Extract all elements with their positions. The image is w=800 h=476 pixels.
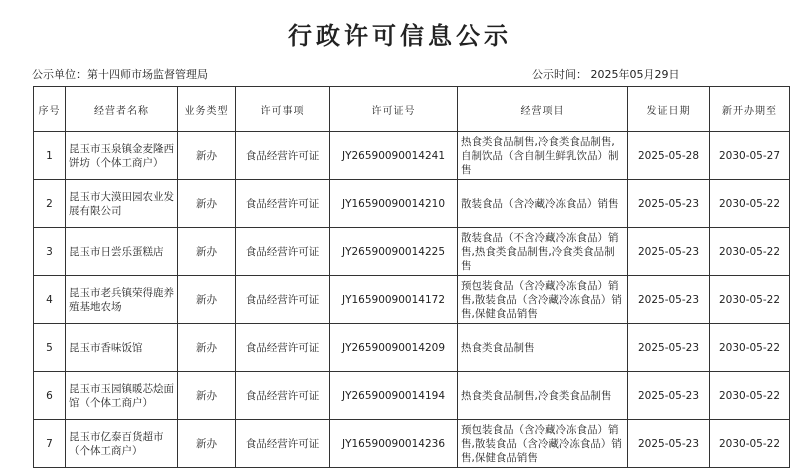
table-row	[34, 228, 790, 276]
cell-item: 食品经营许可证	[236, 420, 330, 468]
cell-scope: 热食类食品制售,冷食类食品制售	[458, 372, 628, 420]
cell-item: 食品经营许可证	[236, 180, 330, 228]
cell-name: 昆玉市玉园镇暖芯烩面馆（个体工商户）	[66, 372, 178, 420]
cell-scope: 预包装食品（含冷藏冷冻食品）销售,散装食品（含冷藏冷冻食品）销售,保健食品销售	[458, 276, 628, 324]
cell-no: 5	[34, 324, 66, 372]
cell-item: 食品经营许可证	[236, 372, 330, 420]
col-header-scope: 经营项目	[458, 87, 628, 132]
page-title: 行政许可信息公示	[288, 21, 512, 50]
cell-no: 6	[34, 372, 66, 420]
publish-time: 公示时间： 2025年05月29日	[532, 68, 680, 81]
cell-item: 食品经营许可证	[236, 276, 330, 324]
cell-issue-date: 2025-05-23	[628, 228, 710, 276]
cell-expire-date: 2030-05-22	[710, 420, 790, 468]
cell-issue-date: 2025-05-28	[628, 132, 710, 180]
col-header-issue-date: 发证日期	[628, 87, 710, 132]
cell-expire-date: 2030-05-22	[710, 228, 790, 276]
cell-name: 昆玉市大漠田园农业发展有限公司	[66, 180, 178, 228]
cell-scope: 散装食品（不含冷藏冷冻食品）销售,热食类食品制售,冷食类食品制售	[458, 228, 628, 276]
cell-item: 食品经营许可证	[236, 228, 330, 276]
table-row	[34, 132, 790, 180]
cell-expire-date: 2030-05-22	[710, 372, 790, 420]
cell-scope: 热食类食品制售	[458, 324, 628, 372]
col-header-type: 业务类型	[178, 87, 236, 132]
cell-type: 新办	[178, 132, 236, 180]
cell-name: 昆玉市亿泰百货超市（个体工商户）	[66, 420, 178, 468]
cell-license: JY16590090014210	[330, 180, 458, 228]
cell-name: 昆玉市玉泉镇金麦隆西饼坊（个体工商户）	[66, 132, 178, 180]
col-header-item: 许可事项	[236, 87, 330, 132]
cell-name: 昆玉市香味饭馆	[66, 324, 178, 372]
table-row	[34, 372, 790, 420]
cell-expire-date: 2030-05-22	[710, 276, 790, 324]
cell-item: 食品经营许可证	[236, 324, 330, 372]
cell-license: JY26590090014225	[330, 228, 458, 276]
license-table	[33, 86, 790, 468]
cell-no: 3	[34, 228, 66, 276]
cell-type: 新办	[178, 276, 236, 324]
col-header-license: 许可证号	[330, 87, 458, 132]
cell-no: 4	[34, 276, 66, 324]
cell-type: 新办	[178, 372, 236, 420]
cell-license: JY26590090014241	[330, 132, 458, 180]
cell-expire-date: 2030-05-22	[710, 324, 790, 372]
table-row	[34, 180, 790, 228]
publisher: 公示单位：第十四师市场监督管理局	[32, 68, 208, 81]
cell-no: 1	[34, 132, 66, 180]
table-header	[34, 87, 790, 132]
table-row	[34, 276, 790, 324]
cell-issue-date: 2025-05-23	[628, 276, 710, 324]
cell-item: 食品经营许可证	[236, 132, 330, 180]
cell-scope: 预包装食品（含冷藏冷冻食品）销售,散装食品（含冷藏冷冻食品）销售,保健食品销售	[458, 420, 628, 468]
table-row	[34, 324, 790, 372]
cell-license: JY26590090014209	[330, 324, 458, 372]
cell-license: JY26590090014194	[330, 372, 458, 420]
col-header-name: 经营者名称	[66, 87, 178, 132]
cell-type: 新办	[178, 180, 236, 228]
cell-scope: 热食类食品制售,冷食类食品制售,自制饮品（含自制生鲜乳饮品）制售	[458, 132, 628, 180]
cell-expire-date: 2030-05-22	[710, 180, 790, 228]
cell-issue-date: 2025-05-23	[628, 372, 710, 420]
cell-license: JY16590090014172	[330, 276, 458, 324]
cell-license: JY16590090014236	[330, 420, 458, 468]
cell-issue-date: 2025-05-23	[628, 324, 710, 372]
cell-scope: 散装食品（含冷藏冷冻食品）销售	[458, 180, 628, 228]
cell-type: 新办	[178, 324, 236, 372]
cell-expire-date: 2030-05-27	[710, 132, 790, 180]
cell-type: 新办	[178, 228, 236, 276]
cell-name: 昆玉市日尝乐蛋糕店	[66, 228, 178, 276]
table-row	[34, 420, 790, 468]
cell-type: 新办	[178, 420, 236, 468]
cell-no: 2	[34, 180, 66, 228]
cell-no: 7	[34, 420, 66, 468]
cell-issue-date: 2025-05-23	[628, 180, 710, 228]
col-header-expire-date: 新开办期至	[710, 87, 790, 132]
cell-issue-date: 2025-05-23	[628, 420, 710, 468]
cell-name: 昆玉市老兵镇荣得鹿养殖基地农场	[66, 276, 178, 324]
col-header-no: 序号	[34, 87, 66, 132]
